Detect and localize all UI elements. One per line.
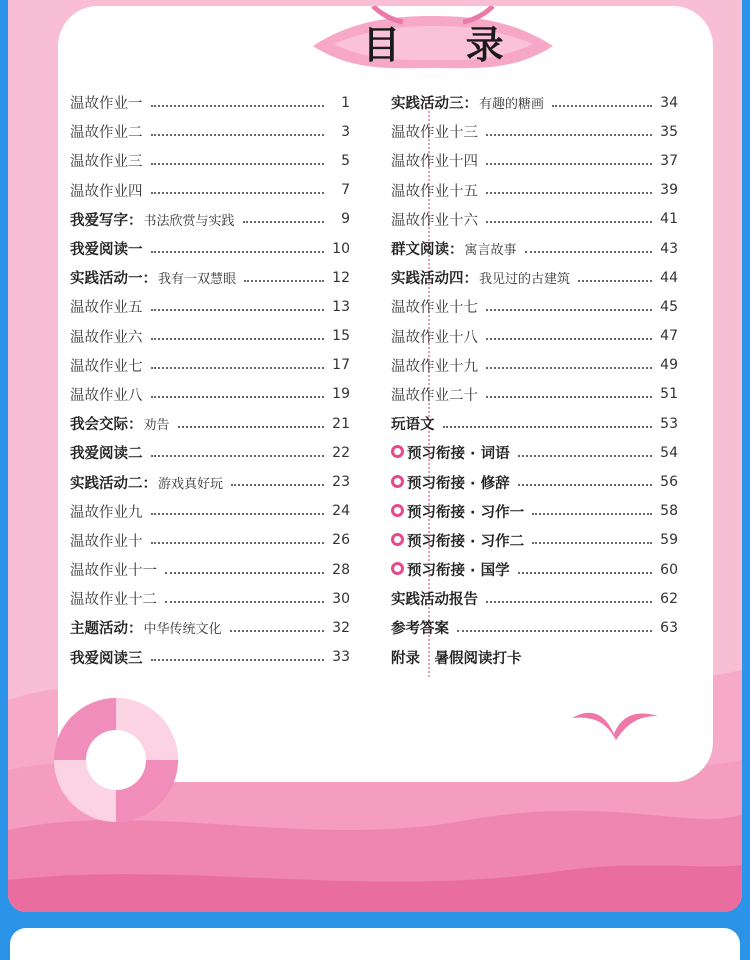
toc-entry-label: 主题活动： [70, 621, 143, 638]
dot-leader [518, 455, 652, 457]
toc-entry-page: 32 [332, 619, 350, 636]
toc-entry-label: 实践活动报告 [391, 592, 478, 609]
toc-entry[interactable] [70, 526, 350, 555]
dot-leader [151, 513, 325, 515]
toc-entry-page: 1 [341, 94, 350, 111]
toc-entry[interactable] [70, 117, 350, 146]
toc-entry[interactable] [70, 613, 350, 642]
toc-entry-label: 预习衔接 · 词语 [407, 446, 510, 463]
toc-entry-label: 预习衔接 · 习作二 [407, 533, 525, 550]
toc-entry-label: 温故作业二十 [391, 387, 478, 404]
toc-entry-page: 47 [660, 328, 678, 345]
toc-entry[interactable] [391, 526, 678, 555]
dot-leader [486, 601, 652, 603]
toc-entry-page: 12 [332, 269, 350, 286]
toc-left-column [70, 88, 350, 672]
toc-entry-subtitle: 寓言故事 [464, 243, 517, 259]
toc-entry[interactable] [391, 555, 678, 584]
toc-entry-label: 温故作业八 [70, 387, 143, 404]
circle-bullet-icon [391, 475, 404, 488]
dot-leader [151, 338, 325, 340]
toc-entry-label: 温故作业十六 [391, 212, 478, 229]
toc-entry[interactable] [70, 380, 350, 409]
title-banner [313, 6, 553, 72]
toc-entry-label: 温故作业四 [70, 183, 143, 200]
toc-entry-page: 30 [332, 590, 350, 607]
toc-entry[interactable] [391, 263, 678, 292]
toc-entry-page: 17 [332, 357, 350, 374]
dot-leader [525, 251, 652, 253]
toc-entry[interactable] [70, 234, 350, 263]
toc-entry-page: 49 [660, 357, 678, 374]
toc-entry[interactable] [391, 205, 678, 234]
toc-entry-label: 群文阅读： [391, 242, 464, 259]
dot-leader [151, 396, 325, 398]
dot-leader [151, 367, 325, 369]
toc-entry-label: 玩语文 [391, 417, 435, 434]
dot-leader [532, 542, 652, 544]
toc-entry-label: 温故作业十二 [70, 592, 157, 609]
toc-entry-label: 温故作业六 [70, 329, 143, 346]
toc-entry-page: 22 [332, 444, 350, 461]
toc-entry-page: 21 [332, 415, 350, 432]
toc-entry-page: 44 [660, 269, 678, 286]
dot-leader [486, 134, 652, 136]
dot-leader [443, 426, 653, 428]
toc-entry-page: 59 [660, 532, 678, 549]
toc-entry-page: 35 [660, 123, 678, 140]
toc-entry[interactable] [70, 263, 350, 292]
toc-entry[interactable] [391, 467, 678, 496]
toc-entry[interactable] [391, 88, 678, 117]
toc-entry-label: 附录 暑假阅读打卡 [391, 650, 522, 667]
toc-entry-label: 温故作业七 [70, 358, 143, 375]
toc-entry[interactable] [70, 292, 350, 321]
toc-entry-label: 温故作业十七 [391, 300, 478, 317]
toc-entry-label: 我爱写字： [70, 212, 143, 229]
toc-entry-page: 9 [341, 211, 350, 228]
circle-bullet-icon [391, 445, 404, 458]
toc-entry-label: 温故作业十九 [391, 358, 478, 375]
toc-entry[interactable] [391, 643, 678, 672]
toc-entry-page: 37 [660, 152, 678, 169]
dot-leader [518, 572, 652, 574]
dot-leader [486, 367, 652, 369]
dot-leader [578, 280, 652, 282]
toc-entry-page: 26 [332, 532, 350, 549]
dot-leader [151, 163, 325, 165]
dot-leader [244, 280, 324, 282]
toc-entry[interactable] [70, 409, 350, 438]
toc-entry-label: 温故作业九 [70, 504, 143, 521]
toc-entry[interactable] [70, 584, 350, 613]
toc-entry[interactable] [391, 351, 678, 380]
toc-entry[interactable] [391, 497, 678, 526]
toc-entry-page: 54 [660, 444, 678, 461]
toc-entry-label: 温故作业三 [70, 154, 143, 171]
dot-leader [518, 484, 652, 486]
toc-entry-label: 预习衔接 · 习作一 [407, 504, 525, 521]
circle-bullet-icon [391, 533, 404, 546]
toc-entry-page: 10 [332, 240, 350, 257]
toc-entry-label: 温故作业一 [70, 96, 143, 113]
toc-entry[interactable] [70, 497, 350, 526]
dot-leader [151, 105, 325, 107]
toc-entry-page: 39 [660, 182, 678, 199]
toc-entry-page: 51 [660, 386, 678, 403]
toc-entry-label: 温故作业十一 [70, 563, 157, 580]
toc-entry-page: 24 [332, 503, 350, 520]
dot-leader [486, 309, 652, 311]
toc-entry[interactable] [70, 351, 350, 380]
dot-leader [552, 105, 652, 107]
toc-entry-label: 温故作业二 [70, 125, 143, 142]
toc-entry-page: 53 [660, 415, 678, 432]
toc-entry-label: 温故作业十八 [391, 329, 478, 346]
toc-entry-subtitle: 我有一双慧眼 [158, 272, 237, 288]
dot-leader [486, 338, 652, 340]
toc-entry[interactable] [70, 438, 350, 467]
toc-entry-page: 62 [660, 590, 678, 607]
toc-entry[interactable] [391, 176, 678, 205]
toc-entry-page: 7 [341, 182, 350, 199]
toc-entry-page: 56 [660, 474, 678, 491]
toc-entry-page: 15 [332, 328, 350, 345]
toc-entry-page: 60 [660, 561, 678, 578]
toc-entry[interactable] [70, 88, 350, 117]
page-title: 目 录 [362, 23, 530, 67]
toc-entry[interactable] [70, 555, 350, 584]
toc-entry-page: 5 [341, 152, 350, 169]
dot-leader [165, 572, 324, 574]
toc-entry-label: 我爱阅读三 [70, 650, 143, 667]
dot-leader [151, 134, 325, 136]
dot-leader [486, 163, 652, 165]
toc-right-column [391, 88, 678, 672]
toc-entry[interactable] [391, 380, 678, 409]
toc-entry[interactable] [391, 146, 678, 175]
toc-entry[interactable] [70, 643, 350, 672]
dot-leader [457, 630, 652, 632]
circle-bullet-icon [391, 504, 404, 517]
toc-entry-page: 34 [660, 94, 678, 111]
toc-entry-page: 43 [660, 240, 678, 257]
toc-entry-label: 温故作业十三 [391, 125, 478, 142]
dot-leader [486, 396, 652, 398]
dot-leader [151, 542, 325, 544]
toc-entry[interactable] [391, 584, 678, 613]
dot-leader [231, 484, 324, 486]
toc-entry-page: 45 [660, 298, 678, 315]
toc-entry-label: 预习衔接 · 国学 [407, 563, 510, 580]
toc-entry[interactable] [70, 146, 350, 175]
toc-entry-page: 58 [660, 503, 678, 520]
toc-entry-subtitle: 有趣的糖画 [479, 97, 545, 113]
toc-entry[interactable] [70, 205, 350, 234]
toc-entry-page: 63 [660, 619, 678, 636]
toc-entry[interactable] [391, 234, 678, 263]
toc-entry[interactable] [391, 613, 678, 642]
toc-entry-page: 33 [332, 649, 350, 666]
dot-leader [151, 192, 325, 194]
toc-entry-label: 温故作业十 [70, 533, 143, 550]
bottom-white-panel [10, 928, 740, 960]
dot-leader [532, 513, 652, 515]
dot-leader [486, 221, 652, 223]
dot-leader [151, 309, 325, 311]
toc-entry-label: 温故作业五 [70, 300, 143, 317]
toc-entry-page: 13 [332, 298, 350, 315]
toc-entry-page: 19 [332, 386, 350, 403]
toc-entry-label: 温故作业十五 [391, 183, 478, 200]
toc-entry-label: 参考答案 [391, 621, 449, 638]
dot-leader [151, 455, 325, 457]
toc-entry-page: 41 [660, 211, 678, 228]
toc-entry-subtitle: 我见过的古建筑 [479, 272, 571, 288]
toc-entry-label: 温故作业十四 [391, 154, 478, 171]
toc-entry-subtitle: 书法欣赏与实践 [143, 213, 235, 229]
dot-leader [230, 630, 324, 632]
toc-entry[interactable] [391, 438, 678, 467]
toc-entry[interactable] [70, 322, 350, 351]
toc-entry-label: 实践活动三： [391, 96, 478, 113]
dot-leader [151, 251, 325, 253]
toc-entry[interactable] [70, 467, 350, 496]
toc-entry-page: 23 [332, 474, 350, 491]
toc-entry-subtitle: 中华传统文化 [143, 622, 222, 638]
seagull-icon [570, 704, 660, 744]
circle-bullet-icon [391, 562, 404, 575]
toc-entry-label: 实践活动四： [391, 271, 478, 288]
dot-leader [151, 659, 325, 661]
dot-leader [486, 192, 652, 194]
toc-entry[interactable] [391, 292, 678, 321]
dot-leader [178, 426, 324, 428]
dot-leader [243, 221, 324, 223]
toc-entry-label: 我会交际： [70, 417, 143, 434]
toc-entry[interactable] [70, 176, 350, 205]
toc-entry-label: 实践活动一： [70, 271, 157, 288]
toc-entry[interactable] [391, 322, 678, 351]
toc-entry-label: 我爱阅读二 [70, 446, 143, 463]
swim-ring-icon [46, 690, 186, 830]
toc-entry-label: 我爱阅读一 [70, 242, 143, 259]
toc-entry[interactable] [391, 117, 678, 146]
toc-entry-page: 3 [341, 123, 350, 140]
toc-entry-subtitle: 游戏真好玩 [158, 476, 224, 492]
toc-entry-subtitle: 劝告 [143, 418, 170, 434]
toc-entry-label: 预习衔接 · 修辞 [407, 475, 510, 492]
toc-entry-label: 实践活动二： [70, 475, 157, 492]
toc-entry[interactable] [391, 409, 678, 438]
dot-leader [165, 601, 324, 603]
toc-entry-page: 28 [332, 561, 350, 578]
